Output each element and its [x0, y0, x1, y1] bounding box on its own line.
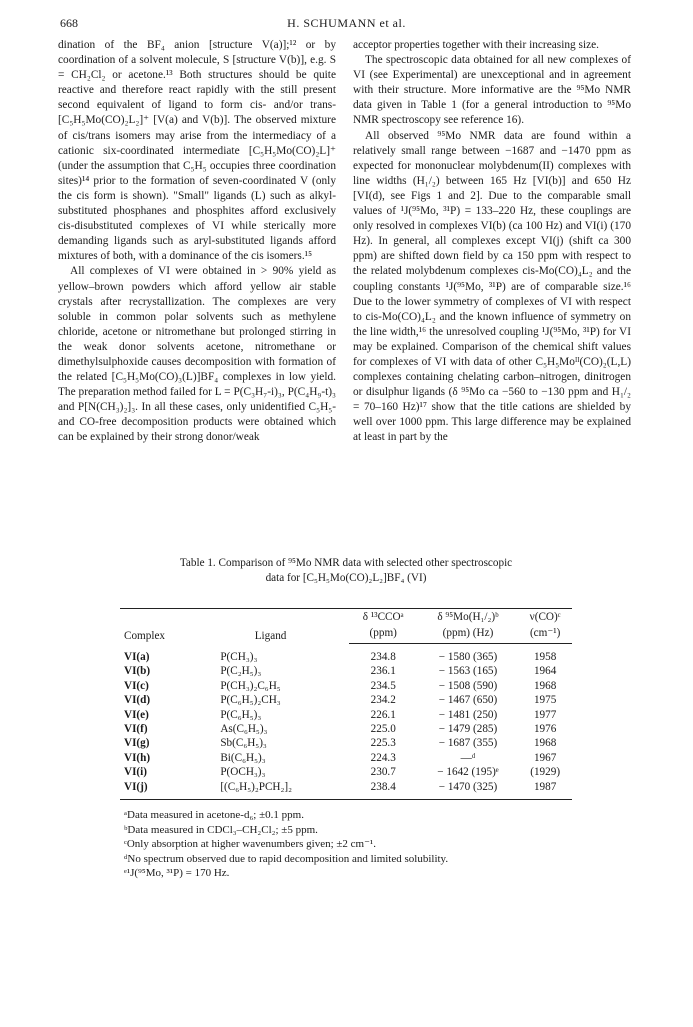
- cell-cco: 234.5: [370, 679, 396, 692]
- cell-complex: VI(j): [120, 780, 192, 800]
- cell-mo: − 1467 (650): [438, 694, 498, 707]
- cell-mo: —ᵈ: [460, 751, 476, 764]
- unit-vco: (cm⁻¹): [518, 625, 572, 644]
- cell-mo: − 1481 (250): [438, 708, 498, 721]
- cell-cco: 225.0: [370, 723, 396, 736]
- right-column: [353, 38, 631, 446]
- cell-cco: 230.7: [370, 766, 396, 779]
- cell-vco: 1968: [533, 679, 557, 692]
- table-row: [120, 751, 572, 765]
- paragraph: All complexes of VI were obtained in > 90% yield as yellow–brown powders which afford yellow air stable crystals after recrystallization. The complexes are very soluble in common polar solvents such as methylene chloride, acetone or nitromethane but prolonged stirring in the weak donor solvents acetone, nitromethane or dimethylsulphoxide causes decomposition with formation of the related [C₅H₅Mo(CO)₃(L)]BF₄ complexes in low yield. The preparation method failed for L = P(C₃H₇-i)₃, P(C₄H₉-t)₃ and P[N(CH₃)₂]₃. In all these cases, only unidentified C₅H₅- and CO-free decomposition products were obtained which can be explained by their strong donor/weak: [58, 265, 336, 444]
- cell-mo: − 1508 (590): [438, 679, 498, 692]
- cell-ligand: As(C₆H₅)₃: [220, 723, 268, 736]
- cell-complex: VI(g): [124, 737, 150, 750]
- footnote: ᵃData measured in acetone-d₆; ±0.1 ppm.: [124, 809, 304, 822]
- cell-cco: 238.4: [349, 780, 418, 800]
- caption-line: data for [C₅H₅Mo(CO)₂L₂]BF₄ (VI): [265, 572, 427, 584]
- table-row: [120, 708, 572, 722]
- caption-line: Table 1. Comparison of ⁹⁵Mo NMR data with selected other spectroscopic: [179, 557, 513, 569]
- cell-vco: 1987: [518, 780, 572, 800]
- table-row: [120, 780, 572, 800]
- footnote: ᵈNo spectrum observed due to rapid decomposition and limited solubility.: [124, 852, 449, 865]
- cell-cco: 236.1: [370, 665, 396, 678]
- cell-complex: VI(e): [124, 708, 149, 721]
- paragraph: dination of the BF₄ anion [structure V(a)];¹² or by coordination of a solvent molecule, S [structure V(b)], e.g. S = CH₂Cl₂ or acetone.¹³ Both structures should be quite reactive and therefore react rapidly with the still present second equivalent of ligand to form cis- and/or trans-[C₅H₅Mo(CO)₂L₂]⁺ [V(a) and V(b)]. The observed mixture of cis/trans isomers may arise from the intermediacy of a cationic six-coordinated intermediate [C₅H₅Mo(CO)₂L]⁺ (under the assumption that C₅H₅ occupies three coordination sites)¹⁴ prior to the formation of seven-coordinated V (only the cis form is shown). "Small" ligands (L) such as alkyl-substituted phosphanes and phosphites afford exclusively cis-disubstituted complexes of VI while sterically more demanding ligands such as aryl-substituted ligands afford mixtures of both, with a dominance of the cis isomers.¹⁵: [58, 39, 336, 263]
- cell-vco: 1958: [533, 651, 557, 663]
- cell-vco: 1968: [533, 737, 557, 750]
- cell-ligand: P(OCH₃)₃: [220, 766, 266, 779]
- column-header-complex: Complex: [120, 609, 192, 644]
- cell-vco: 1976: [533, 723, 557, 736]
- cell-ligand: P(CH₃)₂C₆H₅: [220, 679, 281, 692]
- cell-complex: VI(b): [124, 665, 151, 678]
- table-1: [120, 556, 572, 881]
- paragraph: acceptor properties together with their increasing size.: [353, 39, 599, 51]
- footnote: ᵇData measured in CDCl₃–CH₂Cl₂; ±5 ppm.: [124, 823, 318, 836]
- cell-complex: VI(d): [124, 694, 151, 707]
- cell-complex: VI(f): [124, 723, 148, 736]
- table-caption: [120, 556, 572, 586]
- paragraph: All observed ⁹⁵Mo NMR data are found within a relatively small range between −1687 and −1470 ppm as expected for mononuclear molybdenum(II) complexes with line widths (H₁/₂) between 165 Hz [VI(b)] and 650 Hz [VI(d), see Figs 1 and 2]. Due to the comparable small values of ¹J(⁹⁵Mo, ³¹P) = 133–220 Hz, these couplings are only resolved in complexes VI(b) (ca 100 Hz) and VI(i) (170 Hz). In general, all complexes except VI(j) (shift ca 300 ppm) are shifted down field by ca 150 ppm with respect to the related molybdenum complexes cis-Mo(CO)₄L₂ and the coupling constants ¹J(⁹⁵Mo, ³¹P) are of comparable size.¹⁶ Due to the lower symmetry of complexes of VI with respect to cis-Mo(CO)₄L₂ and the known influence of symmetry on the line width,¹⁶ the unresolved coupling ¹J(⁹⁵Mo, ³¹P) for VI may be explained. Comparison of the chemical shift values for complexes of VI with data of other C₅H₅Moᴵᴵ(CO)₂(L,L) complexes containing chelating carbon–nitrogen, dinitrogen or disulphur ligands (δ ⁹⁵Mo ca −560 to −130 ppm and H₁/₂ = 70–160 Hz)¹⁷ show that the title cations are shielded by well over 1000 ppm. This large difference may be explained at least in part by the: [353, 129, 631, 444]
- running-head: H. SCHUMANN et al.: [287, 16, 406, 30]
- table-row: [120, 736, 572, 750]
- cell-mo: − 1470 (325): [418, 780, 519, 800]
- cell-vco: 1964: [533, 665, 557, 678]
- cell-cco: 226.1: [370, 708, 396, 721]
- cell-mo: − 1479 (285): [438, 723, 498, 736]
- cell-vco: 1977: [533, 708, 557, 721]
- table-row: [120, 722, 572, 736]
- cell-vco: 1975: [533, 694, 557, 707]
- cell-mo: − 1642 (195)ᵉ: [437, 766, 499, 779]
- table-row: [120, 765, 572, 779]
- cell-ligand: P(C₆H₅)₂CH₃: [220, 694, 281, 707]
- cell-cco: 234.2: [370, 694, 396, 707]
- cell-cco: 234.8: [370, 651, 396, 663]
- cell-mo: − 1580 (365): [438, 651, 498, 663]
- cell-ligand: P(C₂H₅)₃: [220, 665, 262, 678]
- cell-ligand: Bi(C₆H₅)₃: [220, 751, 266, 764]
- footnote: ᵉ¹J(⁹⁵Mo, ³¹P) = 170 Hz.: [124, 867, 230, 880]
- page-header: [60, 16, 633, 32]
- footnote: ᶜOnly absorption at higher wavenumbers given; ±2 cm⁻¹.: [124, 838, 376, 851]
- paragraph: The spectroscopic data obtained for all new complexes of VI (see Experimental) are unexceptional and in agreement with their structure. More informative are the ⁹⁵Mo NMR data given in Table 1 (for a general introduction to ⁹⁵Mo NMR spectroscopy see reference 16).: [353, 54, 631, 127]
- cell-ligand: [(C₆H₅)₂PCH₂]₂: [192, 780, 348, 800]
- unit-mo: (ppm) (Hz): [418, 625, 519, 644]
- left-column: [58, 38, 336, 446]
- column-header-cco: δ ¹³CCOᵃ: [349, 609, 418, 626]
- table-row: [120, 693, 572, 707]
- cell-vco: 1967: [533, 751, 557, 764]
- cell-ligand: P(C₆H₅)₃: [220, 708, 262, 721]
- table-footnotes: [124, 808, 572, 881]
- cell-cco: 224.3: [370, 751, 396, 764]
- cell-complex: VI(c): [124, 679, 149, 692]
- table-row: [120, 664, 572, 678]
- cell-ligand: Sb(C₆H₅)₃: [220, 737, 267, 750]
- column-header-ligand: Ligand: [192, 609, 348, 644]
- cell-vco: (1929): [530, 766, 561, 779]
- cell-complex: VI(a): [124, 650, 150, 663]
- cell-mo: − 1563 (165): [438, 665, 498, 678]
- mo-nmr-table: [120, 608, 572, 800]
- cell-mo: − 1687 (355): [438, 737, 498, 750]
- table-row: [120, 644, 572, 665]
- cell-ligand: P(CH₃)₃: [220, 650, 258, 663]
- cell-cco: 225.3: [370, 737, 396, 750]
- table-row: [120, 679, 572, 693]
- header-row: [120, 609, 572, 626]
- cell-complex: VI(h): [124, 751, 151, 764]
- unit-cco: (ppm): [349, 625, 418, 644]
- page-number: 668: [60, 16, 78, 30]
- cell-complex: VI(i): [124, 766, 147, 779]
- column-header-mo: δ ⁹⁵Mo(H₁/₂)ᵇ: [418, 609, 519, 626]
- column-header-vco: ν(CO)ᶜ: [518, 609, 572, 626]
